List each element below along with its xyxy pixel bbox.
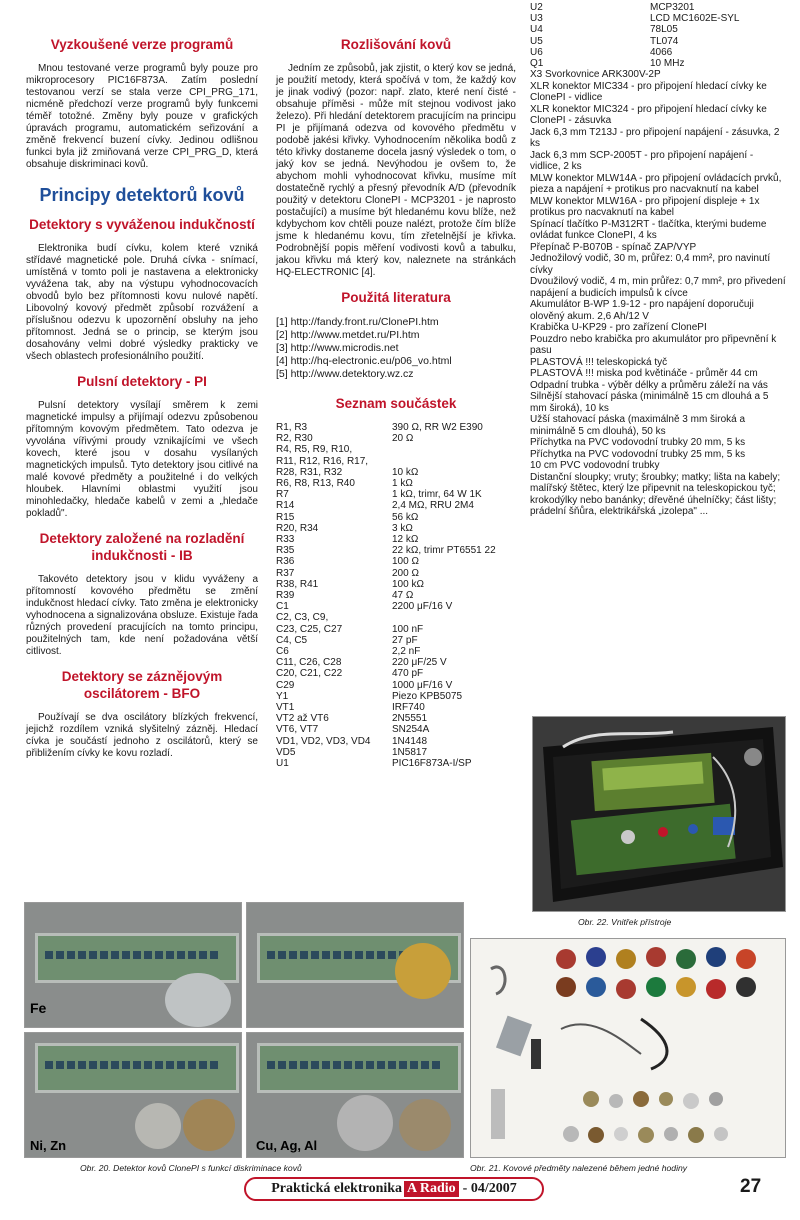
parts-row	[276, 624, 516, 635]
part-designator: C20, C21, C22	[276, 668, 343, 680]
figure-20-caption: Obr. 20. Detektor kovů ClonePI s funkcí diskriminace kovů	[80, 1163, 302, 1173]
device-interior-illustration	[533, 717, 786, 912]
parts-row	[276, 747, 516, 758]
part-designator: R4, R5, R9, R10,	[276, 444, 353, 456]
part-value: 100 kΩ	[392, 578, 424, 590]
page-number: 27	[740, 1176, 762, 1197]
part-value: 1 kΩ, trimr, 64 W 1K	[392, 489, 482, 501]
part-designator: VT2 až VT6	[276, 713, 329, 725]
part-value: 200 Ω	[392, 567, 419, 579]
parts-row	[276, 433, 516, 444]
literature-item[interactable]: [4] http://hq-electronic.eu/p06_vo.html	[276, 355, 452, 367]
parts-row	[530, 13, 786, 24]
part-designator: U5	[530, 35, 543, 47]
part-value	[386, 456, 516, 467]
part-designator: R6, R8, R13, R40	[276, 478, 355, 490]
part-designator: VT1	[276, 702, 295, 714]
part-designator: R38, R41	[276, 578, 319, 590]
parts-row	[276, 467, 516, 478]
literature-item[interactable]: [3] http://www.microdis.net	[276, 342, 399, 354]
parts-row	[530, 2, 786, 13]
figure-found-objects-photo	[470, 938, 786, 1158]
heading-parts-list: Seznam součástek	[335, 396, 457, 411]
parts-row	[276, 691, 516, 702]
parts-row	[276, 478, 516, 489]
part-value: 1 kΩ	[392, 478, 413, 490]
heading-detector-principles: Principy detektorů kovů	[39, 185, 245, 205]
parts-list-item: Příchytka na PVC vodovodní trubky 20 mm, 5 ks	[530, 437, 746, 449]
parts-list-item: Spínací tlačítko P-M312RT - tlačítka, kterými budeme ovládat funkce ClonePI, 4 ks	[530, 218, 767, 242]
part-value: IRF740	[392, 702, 425, 714]
paragraph-balanced-inductance: Elektronika budí cívku, kolem které vzniká střídavé magnetické pole. Druhá cívka - snímací, umístěná v tomto poli je nastavena a elektronicky vyvážena tak, aby na výstupu vyhodnocovacích obvodů bylo bez přítomnosti kovu nulové napětí. Libovolný kovový předmět způsobí rozvážení a příslušnou odezvu k upozornění obsluhy na jeho přítomnost. Jedná se o princip, se kterým jsou dosahovány velmi dobré výsledky prakticky ve všech oblastech profesionálního použití.	[26, 243, 258, 362]
part-designator: C11, C26, C28	[276, 657, 342, 669]
literature-item[interactable]: [1] http://fandy.front.ru/ClonePI.htm	[276, 316, 439, 328]
parts-row	[276, 422, 516, 433]
parts-list-item: X3 Svorkovnice ARK300V-2P	[530, 69, 661, 81]
parts-row	[276, 713, 516, 724]
literature-list	[276, 316, 516, 381]
part-value	[386, 444, 516, 455]
part-value: 2,4 MΩ, RRU 2M4	[392, 500, 474, 512]
parts-row	[276, 724, 516, 735]
parts-row	[276, 635, 516, 646]
parts-row	[276, 512, 516, 523]
part-designator: R35	[276, 545, 295, 557]
part-designator: VT6, VT7	[276, 724, 319, 736]
figure-21-caption: Obr. 21. Kovové předměty nalezené během jedné hodiny	[470, 1163, 688, 1173]
parts-row	[276, 702, 516, 713]
part-designator: R36	[276, 556, 295, 568]
column-1	[26, 30, 258, 770]
parts-row	[276, 646, 516, 657]
parts-row	[276, 668, 516, 679]
part-designator: R11, R12, R16, R17,	[276, 455, 369, 467]
part-designator: U2	[530, 2, 543, 13]
heading-balanced-inductance: Detektory s vyváženou indukčností	[29, 217, 255, 232]
parts-row	[276, 523, 516, 534]
part-value: 56 kΩ	[392, 511, 419, 523]
parts-table	[276, 422, 516, 769]
parts-row	[276, 568, 516, 579]
part-designator: Q1	[530, 58, 544, 70]
parts-row	[276, 680, 516, 691]
part-value: Piezo KPB5075	[392, 690, 463, 702]
paragraph-metal-discrimination: Jedním ze způsobů, jak zjistit, o který kov se jedná, je použití metody, která spočívá v tom, že každý kov je jinak vodivý (pozor: např. zlato, které není čisté - obsahuje příměsi - může mít stejnou vodivost jako železo). Při hledání detektorem pracujícím na principu PI je přijímaná odezva od kovového předmětu v podobě jakési křivky. Vyhodnocením několika bodů z této křivky dostaneme docela jasný výsledek o tom, o jaký kov se jedná. Nevýhodou je ovšem to, že abychom mohli vyhodnocovat křivku, musíme mít dostatečně rychlý a přesný převodník A/D (převodník použitý v detektoru ClonePI - MCP3201 - je naprosto postačující) a musíme být hledanému kovu blíže, než kdybychom kov chtěli pouze nalézt, protože čím blíže jsme k hledanému kovu, tím zřetelnější je křivka. Podrobnější popis měření vodivosti kovů a tabulku, jakou křivku má který kov, naleznete na stránkách HQ-ELECTRONIC [4].	[276, 63, 516, 278]
part-value: MCP3201	[650, 2, 695, 13]
parts-row	[276, 657, 516, 668]
parts-list-item: Užší stahovací páska (maximálně 3 mm široká a minimálně 5 cm dlouhá), 50 ks	[530, 414, 746, 437]
heading-tested-versions: Vyzkoušené verze programů	[50, 37, 234, 52]
paragraph-pulse-detectors: Pulsní detektory vysílají směrem k zemi magnetické impulsy a přijímají odezvu způsobenou přítomným kovovým předmětem. Tato odezva je vyvolána vířivými proudy vznikajícími ve všech kovech, které jsou v dosahu vysílaných magnetických impulsů. Tyto detektory jsou citlivé na malé kovové předměty a použitelné i do velkých hloubek. Hlavními oblastmi využití jsou minohledačky, hledače kabelů v zemi a „hledače pokladů".	[26, 400, 258, 519]
part-value: 27 pF	[392, 634, 418, 646]
part-designator: C1	[276, 601, 289, 613]
label-fe: Fe	[30, 1000, 47, 1016]
literature-item[interactable]: [2] http://www.metdet.ru/PI.htm	[276, 329, 420, 341]
parts-list-item: Jack 6,3 mm T213J - pro připojení napájení - zásuvka, 2 ks	[530, 126, 780, 150]
parts-list-item: Dvoužilový vodič, 4 m, min průřez: 0,7 mm², pro přivedení napájení a budicích impulsů k cívce	[530, 276, 786, 299]
part-designator: VD5	[276, 746, 296, 758]
heading-pulse-detectors: Pulsní detektory - PI	[77, 374, 207, 389]
parts-list-item: XLR konektor MIC324 - pro připojení hledací cívky ke ClonePI - zásuvka	[530, 103, 767, 127]
part-value: LCD MC1602E-SYL	[650, 13, 740, 25]
parts-row	[276, 758, 516, 769]
parts-list-item: MLW konektor MLW14A - pro připojení ovládacích prvků, pieza a napájení + protikus pro nacvaknutí na kabel	[530, 172, 782, 196]
part-designator: C29	[276, 679, 295, 691]
parts-row	[276, 579, 516, 590]
figure-22-caption: Obr. 22. Vnitřek přístroje	[578, 917, 672, 927]
parts-row	[530, 36, 786, 47]
part-designator: R15	[276, 511, 295, 523]
part-value: 78L05	[650, 24, 678, 36]
part-value: 4066	[650, 46, 673, 58]
parts-row	[276, 590, 516, 601]
part-designator: R1, R3	[276, 422, 308, 433]
part-designator: Y1	[276, 690, 289, 702]
parts-row	[276, 612, 516, 623]
parts-list-item: Přepínač P-B070B - spínač ZAP/VYP	[530, 241, 697, 253]
part-designator: VD1, VD2, VD3, VD4	[276, 735, 371, 747]
parts-list-item: Silnější stahovací páska (minimálně 15 cm dlouhá a 5 mm široká), 10 ks	[530, 391, 769, 414]
part-value: 1000 μF/16 V	[392, 679, 453, 691]
heading-bfo-detectors: Detektory se záznějovým oscilátorem - BFO	[61, 669, 223, 701]
literature-item[interactable]: [5] http://www.detektory.wz.cz	[276, 368, 414, 380]
part-value: 470 pF	[392, 668, 424, 680]
part-value: 22 kΩ, trimr PT6551 22	[392, 545, 496, 557]
part-value: 100 Ω	[392, 556, 419, 568]
heading-literature: Použitá literatura	[341, 290, 451, 305]
part-value: PIC16F873A-I/SP	[392, 758, 472, 770]
heading-metal-discrimination: Rozlišování kovů	[340, 37, 452, 52]
part-designator: R7	[276, 489, 289, 501]
part-designator: R39	[276, 590, 295, 602]
parts-table-continued	[530, 2, 786, 69]
parts-list-item: 10 cm PVC vodovodní trubky	[530, 460, 660, 472]
parts-row	[276, 736, 516, 747]
parts-list-item: Distanční sloupky; vruty; šroubky; matky; lišta na kabely; malířský štětec, který lze připevnit na teleskopickou tyč; krokodýlky nebo banánky; dřevěné úhelníčky; část lišty; prádelní šňůra, elektrikářská „izolepa" ...	[530, 471, 781, 518]
part-designator: U6	[530, 46, 543, 58]
paragraph-bfo-detectors: Používají se dva oscilátory blízkých frekvencí, jejichž rozdílem vzniká slyšitelný zázněj. Hledací cívka je součástí jednoho z oscilátorů, který se přibližením cívky ke kovu rozladí.	[26, 712, 258, 759]
part-designator: U3	[530, 13, 543, 25]
part-value: 2200 μF/16 V	[392, 601, 453, 613]
part-designator: R28, R31, R32	[276, 466, 343, 478]
part-designator: R14	[276, 500, 295, 512]
parts-list-item: Jednožilový vodič, 30 m, průřez: 0,4 mm², pro navinutí cívky	[530, 253, 771, 276]
heading-ib-detectors: Detektory založené na rozladění indukčnosti - IB	[39, 531, 245, 563]
parts-list-item: PLASTOVÁ !!! miska pod květináče - průměr 44 cm	[530, 368, 758, 380]
part-value: 10 MHz	[650, 58, 685, 70]
column-2	[276, 30, 516, 769]
parts-list-item: Akumulátor B-WP 1.9-12 - pro napájení doporučuji olověný akum. 2,6 Ah/12 V	[530, 299, 754, 322]
parts-row	[276, 456, 516, 467]
part-value: 1N5817	[392, 746, 428, 758]
parts-list-item: Jack 6,3 mm SCP-2005T - pro připojení napájení - vidlice, 2 ks	[530, 149, 754, 173]
parts-list-item: XLR konektor MIC334 - pro připojení hledací cívky ke ClonePI - vidlice	[530, 80, 767, 104]
part-value: 2,2 nF	[392, 646, 421, 658]
photo-display-1	[24, 902, 242, 1028]
part-designator: C23, C25, C27	[276, 623, 343, 635]
parts-row	[530, 47, 786, 58]
parts-row	[276, 556, 516, 567]
parts-row	[276, 500, 516, 511]
parts-row	[276, 545, 516, 556]
parts-list-item: Příchytka na PVC vodovodní trubky 25 mm, 5 ks	[530, 448, 746, 460]
part-designator: U4	[530, 24, 543, 36]
column-3	[530, 2, 786, 518]
magazine-name-badge: A Radio	[404, 1181, 459, 1197]
parts-row	[530, 24, 786, 35]
found-objects-illustration	[471, 939, 786, 1158]
part-value	[386, 612, 516, 623]
parts-row	[530, 58, 786, 69]
part-designator: U1	[276, 758, 289, 770]
photo-display-2	[246, 902, 464, 1028]
part-value: 220 μF/25 V	[392, 657, 447, 669]
part-designator: R2, R30	[276, 433, 313, 445]
part-value: 2N5551	[392, 713, 428, 725]
parts-list-item: MLW konektor MLW16A - pro připojení displeje + 1x protikus pro nacvaknutí na kabel	[530, 195, 760, 219]
part-value: TL074	[650, 35, 679, 47]
part-value: 20 Ω	[392, 433, 414, 445]
part-value: 3 kΩ	[392, 522, 413, 534]
part-designator: C6	[276, 646, 289, 658]
magazine-footer	[244, 1177, 544, 1201]
parts-row	[276, 489, 516, 500]
part-designator: R20, R34	[276, 522, 319, 534]
part-value: 12 kΩ	[392, 534, 419, 546]
figure-device-interior-photo	[532, 716, 786, 912]
label-cu-ag-al: Cu, Ag, Al	[256, 1138, 318, 1153]
label-ni-zn: Ni, Zn	[30, 1138, 67, 1153]
parts-list-item: Pouzdro nebo krabička pro akumulátor pro připevnění k pasu	[530, 333, 777, 357]
magazine-name: Praktická elektronika	[271, 1181, 403, 1196]
part-value: 390 Ω, RR W2 E390	[392, 422, 483, 433]
parts-row	[276, 601, 516, 612]
part-value: 47 Ω	[392, 590, 414, 602]
parts-list-item: Odpadní trubka - výběr délky a průměru záleží na vás	[530, 379, 768, 391]
part-value: 1N4148	[392, 735, 428, 747]
part-designator: R37	[276, 567, 295, 579]
part-designator: R33	[276, 534, 295, 546]
issue-number: - 04/2007	[462, 1181, 517, 1196]
figure-discrimination-photos	[24, 902, 464, 1158]
parts-list	[530, 69, 786, 518]
parts-list-item: PLASTOVÁ !!! teleskopická tyč	[530, 356, 668, 368]
part-value: SN254A	[392, 724, 430, 736]
part-designator: C4, C5	[276, 634, 308, 646]
parts-row	[276, 444, 516, 455]
part-value: 10 kΩ	[392, 466, 419, 478]
part-designator: C2, C3, C9,	[276, 612, 329, 624]
parts-list-item: Krabička U-KP29 - pro zařízení ClonePI	[530, 322, 707, 334]
paragraph-ib-detectors: Takovéto detektory jsou v klidu vyváženy a přítomností kovového předmětu se změní indukčnost hledací cívky. Tato změna je elektronicky vyhodnocena a signalizována obsluze. Existuje řada různých provedení pracujících na tomto principu, použitelných tam, kde není požadována větší citlivost.	[26, 574, 258, 657]
parts-row	[276, 534, 516, 545]
paragraph-tested-versions: Mnou testované verze programů byly pouze pro mikroprocesory PIC16F873A. Zatím poslední testovanou verzí se stala verze CPI_PRG_171, nicméně předchozí verze programů byly funkcemi téměř totožné. Změny byly pouze v grafických úpravách programu, automatickém seřizování a změně frekvencí buzení cívky. Jedinou odlišnou funkci byla již zmiňovaná verze CPI_PRG_D, která obsahuje diskriminaci kovů.	[26, 63, 258, 170]
part-value: 100 nF	[392, 623, 424, 635]
